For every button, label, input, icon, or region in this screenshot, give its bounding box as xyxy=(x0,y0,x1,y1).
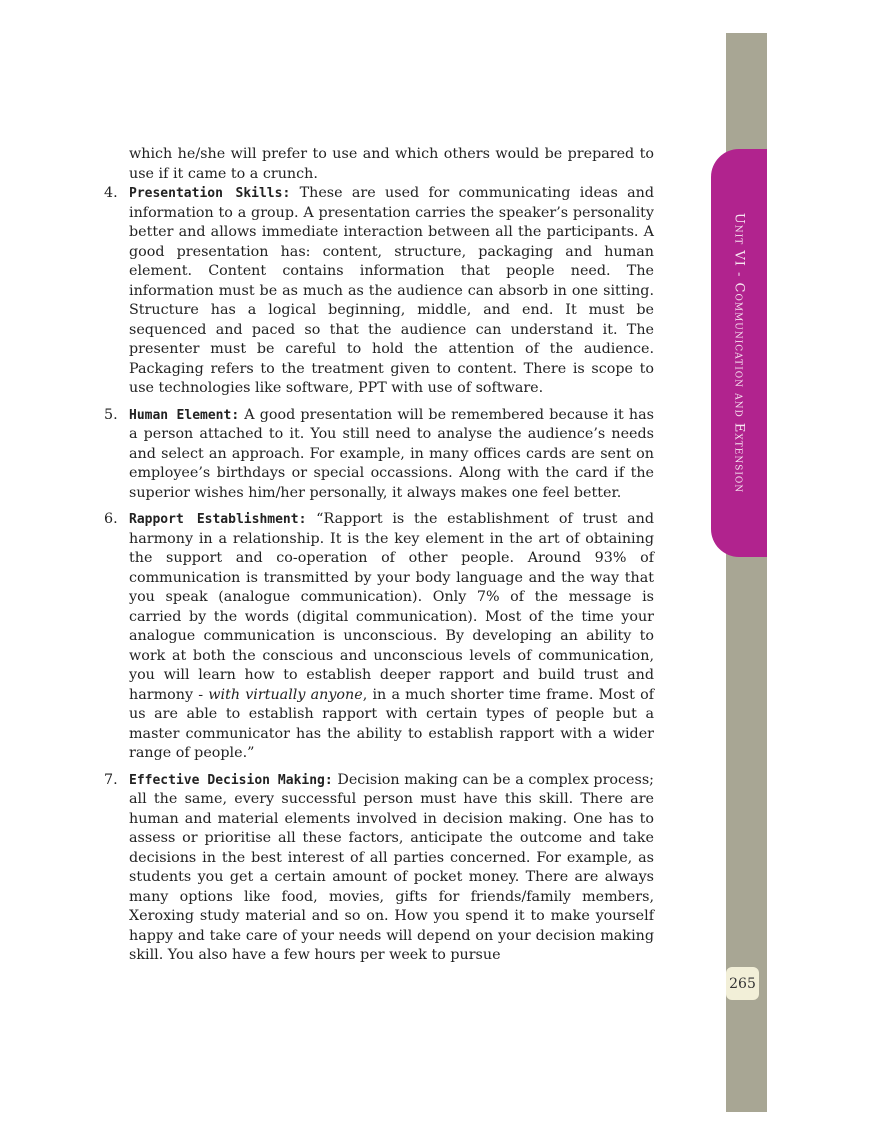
body-text xyxy=(104,145,654,973)
unit-label: Unit VI - Communication and Extension xyxy=(731,212,747,494)
list-item-effective-decision-making xyxy=(104,771,654,966)
item-number: 6. xyxy=(104,511,118,527)
item-term: Rapport Establishment: xyxy=(129,512,307,527)
item-term: Presentation Skills: xyxy=(129,186,291,201)
item-text-after: , in a much shorter time frame. Most of us are able to establish rapport with certain types of people but a master communicator has the ability to establish rapport with a wider range of people.” xyxy=(129,686,654,761)
list-item-rapport-establishment xyxy=(104,510,654,764)
item-number: 4. xyxy=(104,185,118,201)
item-term: Effective Decision Making: xyxy=(129,772,333,788)
intro-paragraph: which he/she will prefer to use and which others would be prepared to use if it came to a crunch. xyxy=(129,146,654,182)
item-text-italic: with virtually anyone xyxy=(208,686,363,703)
item-text: These are used for communicating ideas and information to a group. A presentation carries the speaker’s personality better and allows immediate interaction between all the participants. A good presentation has: content, structure, packaging and human element. Content contains information that people need. The information must be as much as the audience can absorb in one sitting. Structure has a logical beginning, middle, and end. It must be sequenced and paced so that the audience can understand it. The presenter must be careful to hold the attention of the audience. Packaging refers to the treatment given to content. There is scope to use technologies like software, PPT with use of software. xyxy=(129,185,654,396)
item-number: 5. xyxy=(104,406,118,423)
item-text: A good presentation will be remembered because it has a person attached to it. You still need to analyse the audience’s needs and select an approach. For example, in many offices cards are sent on employee’s birthdays or special occassions. Along with the card if the superior wishes him/her personally, it always makes one feel better. xyxy=(129,406,654,501)
item-paragraph xyxy=(129,510,654,764)
list-item-human-element xyxy=(104,406,654,504)
item-text: “Rapport is the establishment of trust and harmony in a relationship. It is the key element in the art of obtaining the support and co-operation of other people. Around 93% of communication is transmitted by your body language and the way that you speak (analogue communication). Only 7% of the message is carried by the words (digital communication). Most of the time your analogue communication is unconscious. By developing an ability to work at both the conscious and unconscious levels of communication, you will learn how to establish deeper rapport and build trust and harmony - xyxy=(129,511,654,703)
item-text: Decision making can be a complex process; all the same, every successful person must have this skill. There are human and material elements involved in decision making. One has to assess or prioritise all these factors, anticipate the outcome and take decisions in the best interest of all parties concerned. For example, as students you get a certain amount of pocket money. There are always many options like food, movies, gifts for friends/family members, Xeroxing study material and so on. How you spend it to make yourself happy and take care of your needs will depend on your decision making skill. You also have a few hours per week to pursue xyxy=(129,771,654,963)
item-paragraph xyxy=(129,406,654,504)
item-paragraph xyxy=(129,184,654,399)
page-number: 265 xyxy=(726,967,759,1000)
list-item-presentation-skills xyxy=(104,184,654,399)
item-number: 7. xyxy=(104,771,118,788)
item-term: Human Element: xyxy=(129,407,240,423)
item-paragraph xyxy=(129,771,654,966)
